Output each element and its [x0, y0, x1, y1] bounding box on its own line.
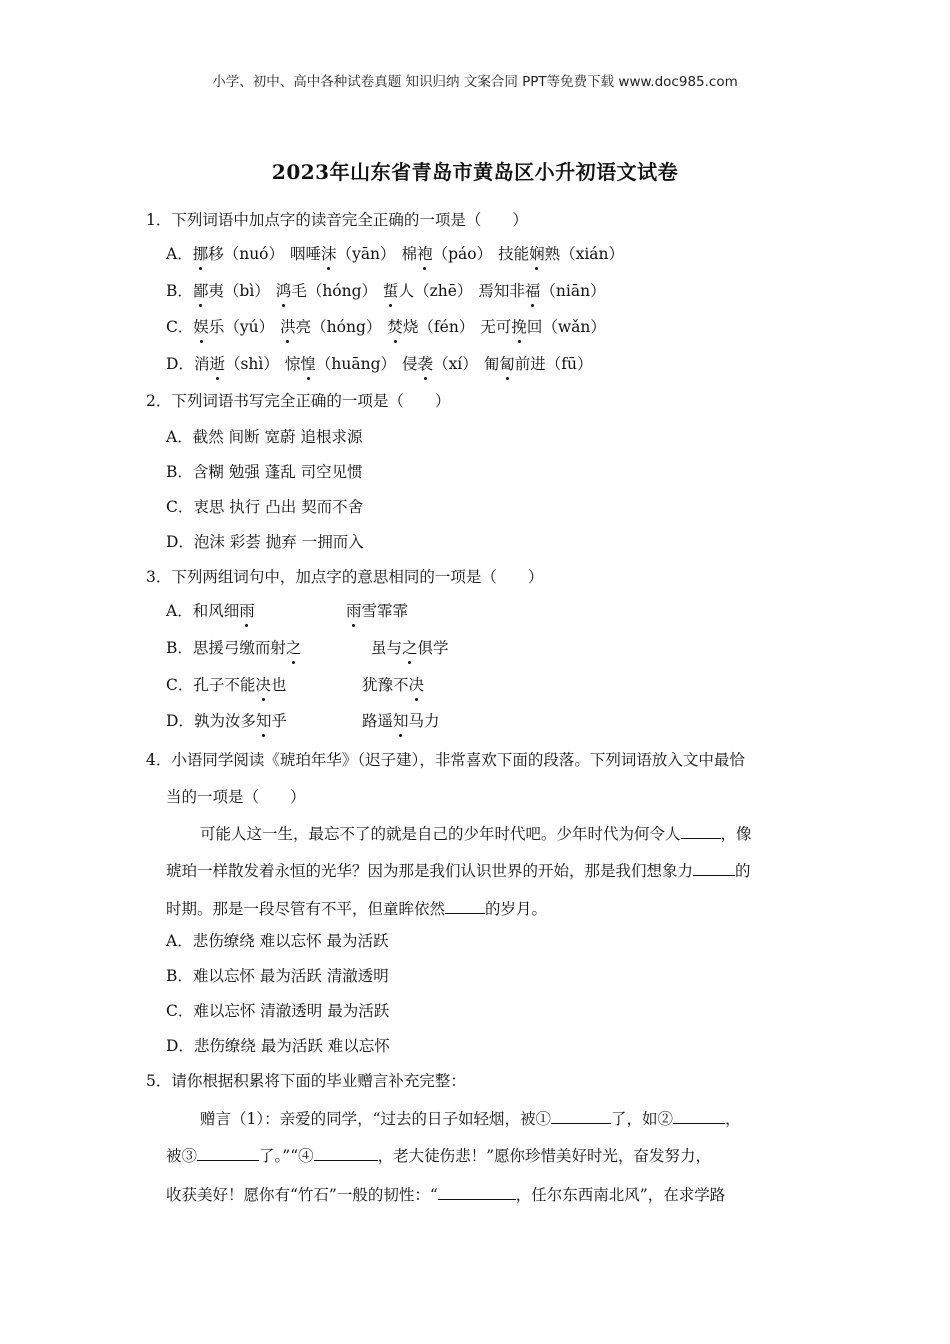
q4-option-c: C．难以忘怀 清澈透明 最为活跃 — [166, 1002, 390, 1020]
q3-option-b-right: 虽与之俱学 — [371, 639, 449, 657]
q1-option-a: A．挪移（nuó） 咽唾沫（yān） 棉袍（páo） 技能娴熟（xián） — [166, 245, 625, 263]
q3-option-a: A．和风细雨 — [166, 602, 255, 620]
q3-option-a-right: 雨雪霏霏 — [346, 602, 409, 620]
q3-option-b: B．思援弓缴而射之 — [166, 639, 302, 657]
q4-passage-line1: 可能人这一生，最忘不了的就是自己的少年时代吧。少年时代为何令人 ，像 — [200, 822, 752, 844]
q5-stem: 5．请你根据积累将下面的毕业赠言补充完整： — [146, 1072, 466, 1090]
q2-option-b: B．含糊 勉强 蓬乱 司空见惯 — [166, 463, 363, 481]
q1-option-c: C．娱乐（yú） 洪亮（hóng） 焚烧（fén） 无可挽回（wǎn） — [166, 318, 606, 336]
q4-passage-line2: 琥珀一样散发着永恒的光华？因为那是我们认识世界的开始，那是我们想象力 的 — [166, 859, 751, 881]
q4-blank-1 — [681, 822, 721, 839]
q5-blank-4 — [314, 1144, 378, 1161]
q4-blank-2 — [693, 859, 735, 876]
q2-option-d: D．泡沫 彩荟 抛弃 一拥而入 — [166, 533, 364, 551]
q2-stem: 2．下列词语书写完全正确的一项是（ ） — [146, 392, 451, 410]
q4-blank-3 — [445, 897, 485, 914]
q5-blank-3 — [197, 1144, 259, 1161]
q1-option-d: D．消逝（shì） 惊惶（huāng） 侵袭（xí） 匍匐前进（fū） — [166, 355, 593, 373]
page-title: 2023年山东省青岛市黄岛区小升初语文试卷 — [271, 160, 679, 184]
q5-passage-line1: 赠言（1）：亲爱的同学，“过去的日子如轻烟，被① 了，如② ， — [200, 1107, 741, 1129]
q1-stem: 1．下列词语中加点字的读音完全正确的一项是（ ） — [146, 211, 528, 229]
q5-passage-line3: 收获美好！愿你有“竹石”一般的韧性：“ ，任尔东西南北风”，在求学路 — [166, 1183, 725, 1205]
q5-blank-5 — [438, 1183, 516, 1200]
q4-option-b: B．难以忘怀 最为活跃 清澈透明 — [166, 967, 389, 985]
page-header: 小学、初中、高中各种试卷真题 知识归纳 文案合同 PPT等免费下载 www.doc985.com — [212, 74, 738, 90]
q3-option-c: C．孔子不能决也 — [166, 676, 287, 694]
q2-option-c: C．衷思 执行 凸出 契而不舍 — [166, 498, 364, 516]
q3-option-d-right: 路遥知马力 — [362, 712, 440, 730]
q5-blank-2 — [673, 1107, 725, 1124]
q5-blank-1 — [551, 1107, 611, 1124]
q4-stem-line1: 4．小语同学阅读《琥珀年华》（迟子建），非常喜欢下面的段落。下列词语放入文中最恰 — [146, 751, 745, 769]
q3-option-c-right: 犹豫不决 — [362, 676, 425, 694]
q1-option-b: B．鄙夷（bì） 鸿毛（hóng） 蜇人（zhē） 焉知非福（niān） — [166, 282, 606, 300]
q3-stem: 3．下列两组词句中，加点字的意思相同的一项是（ ） — [146, 568, 544, 586]
q4-stem-line2: 当的一项是（ ） — [166, 788, 306, 806]
q4-option-a: A．悲伤缭绕 难以忘怀 最为活跃 — [166, 932, 389, 950]
q4-passage-line3: 时期。那是一段尽管有不平，但童眸依然 的岁月。 — [166, 897, 547, 919]
q3-option-d: D．孰为汝多知乎 — [166, 712, 287, 730]
q4-option-d: D．悲伤缭绕 最为活跃 难以忘怀 — [166, 1037, 390, 1055]
q2-option-a: A．截然 间断 宽蔚 追根求源 — [166, 428, 363, 446]
q5-passage-line2: 被③ 了。”“④ ，老大徒伤悲！”愿你珍惜美好时光，奋发努力， — [166, 1144, 711, 1166]
